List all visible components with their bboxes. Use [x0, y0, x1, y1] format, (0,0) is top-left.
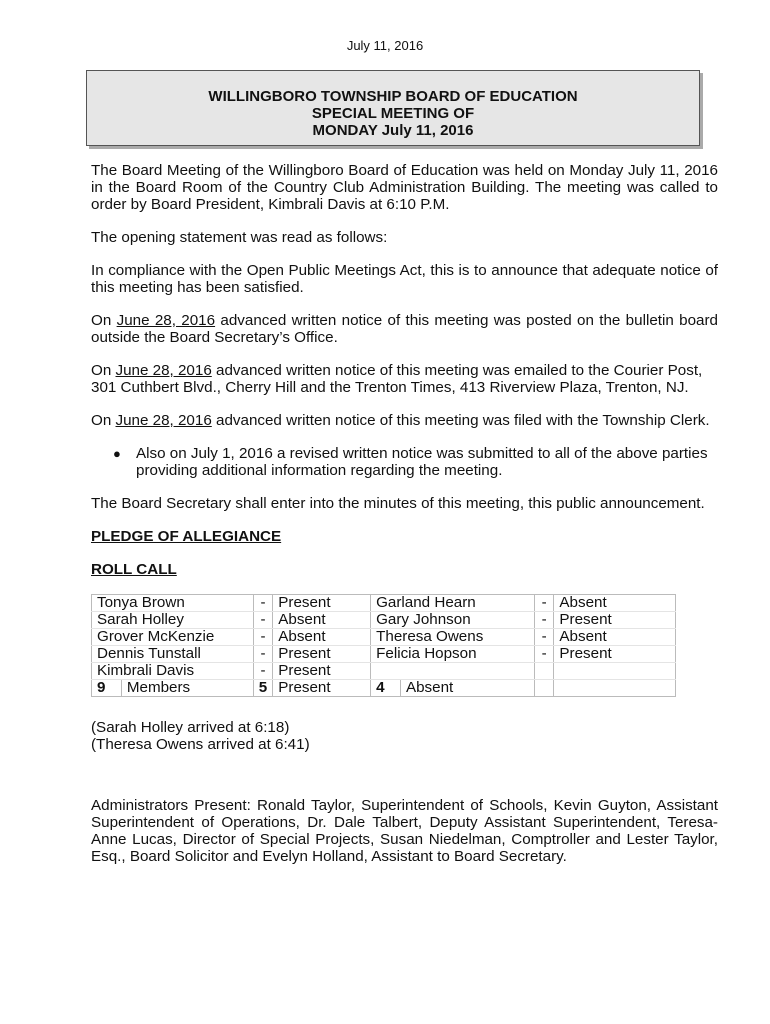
notice-on: On [91, 312, 112, 329]
notice-filed-text: advanced written notice of this meeting was filed with the Township Clerk. [216, 412, 710, 429]
administrators-paragraph: Administrators Present: Ronald Taylor, Superintendent of Schools, Kevin Guyton, Assistant Superintendent of Operations, Dr. Dale Talbert, Deputy Assistant Superintendent, Teresa-Anne Lucas, Director of Special Projects, Susan Niedelman, Comptroller and Lester Taylor, Esq., Board Solicitor and Evelyn Holland, Assistant to Board Secretary. [91, 797, 718, 865]
title-line-2: SPECIAL MEETING OF [311, 105, 475, 122]
present-count: 5 [253, 680, 273, 697]
member-name: Dennis Tunstall [92, 646, 254, 663]
secretary-paragraph: The Board Secretary shall enter into the minutes of this meeting, this public announcement. [91, 495, 705, 512]
empty-cell [554, 680, 676, 697]
separator-dash: - [534, 612, 554, 629]
member-status: Absent [273, 612, 371, 629]
notice-date: June 28, 2016 [115, 362, 212, 379]
member-status: Absent [273, 629, 371, 646]
document-body [91, 162, 718, 881]
member-name: Kimbrali Davis [92, 663, 254, 680]
roll-call-row [92, 646, 676, 663]
notice-emailed-text: advanced written notice of this meeting was emailed to the Courier Post, 301 Cuthbert Blvd., Cherry Hill and the Trenton Times, 413 Riverview Plaza, Trenton, NJ. [91, 362, 703, 396]
notice-date: June 28, 2016 [116, 312, 216, 329]
member-name: Tonya Brown [92, 595, 254, 612]
separator-dash: - [253, 629, 273, 646]
present-label: Present [273, 680, 371, 697]
bullet-item [91, 445, 718, 479]
bullet-icon: ● [113, 446, 121, 461]
separator-dash: - [534, 595, 554, 612]
roll-call-row [92, 612, 676, 629]
roll-call-row [92, 595, 676, 612]
notice-posted-paragraph [91, 312, 718, 346]
notice-emailed-paragraph [91, 362, 718, 396]
member-name: Sarah Holley [92, 612, 254, 629]
member-name: Grover McKenzie [92, 629, 254, 646]
roll-call-row [92, 629, 676, 646]
title-line-3: MONDAY July 11, 2016 [312, 122, 474, 139]
title-line-1: WILLINGBORO TOWNSHIP BOARD OF EDUCATION [208, 88, 578, 105]
absent-count: 4 [371, 680, 401, 697]
members-count: 9 [92, 680, 122, 697]
roll-call-table [91, 594, 676, 697]
absent-label: Absent [400, 680, 534, 697]
bullet-text: Also on July 1, 2016 a revised written notice was submitted to all of the above parties providing additional information regarding the meeting. [136, 445, 708, 479]
notice-filed-paragraph [91, 412, 718, 429]
member-status: Present [273, 663, 371, 680]
roll-call-totals-row [92, 680, 676, 697]
page-header-date: July 11, 2016 [346, 38, 424, 53]
notice-date: June 28, 2016 [115, 412, 212, 429]
member-status: Absent [554, 629, 676, 646]
opening-statement: The opening statement was read as follows: [91, 229, 388, 246]
bullet-list [91, 445, 718, 479]
notice-on: On [91, 362, 112, 379]
separator-dash: - [253, 595, 273, 612]
arrivals-notes [91, 719, 718, 753]
separator-dash [534, 663, 554, 680]
member-status: Absent [554, 595, 676, 612]
member-status: Present [554, 612, 676, 629]
separator-dash: - [253, 663, 273, 680]
compliance-paragraph: In compliance with the Open Public Meetings Act, this is to announce that adequate notice of this meeting has been satisfied. [91, 262, 718, 296]
empty-cell [534, 680, 554, 697]
member-name: Theresa Owens [371, 629, 535, 646]
member-status: Present [554, 646, 676, 663]
members-label: Members [121, 680, 253, 697]
intro-paragraph: The Board Meeting of the Willingboro Board of Education was held on Monday July 11, 2016 in the Board Room of the Country Club Administration Building. The meeting was called to order by Board President, Kimbrali Davis at 6:10 P.M. [91, 162, 718, 213]
roll-call-heading: ROLL CALL [91, 561, 177, 578]
separator-dash: - [253, 612, 273, 629]
member-name [371, 663, 535, 680]
notice-on: On [91, 412, 112, 429]
separator-dash: - [534, 629, 554, 646]
separator-dash: - [253, 646, 273, 663]
roll-call-row [92, 663, 676, 680]
member-status [554, 663, 676, 680]
separator-dash: - [534, 646, 554, 663]
title-box [86, 70, 700, 146]
member-name: Garland Hearn [371, 595, 535, 612]
notice-posted-text: advanced written notice of this meeting was posted on the bulletin board outside the Board Secretary’s Office. [91, 312, 718, 346]
arrival-note: (Theresa Owens arrived at 6:41) [91, 736, 310, 753]
member-status: Present [273, 646, 371, 663]
member-name: Felicia Hopson [371, 646, 535, 663]
member-status: Present [273, 595, 371, 612]
member-name: Gary Johnson [371, 612, 535, 629]
arrival-note: (Sarah Holley arrived at 6:18) [91, 719, 290, 736]
pledge-heading: PLEDGE OF ALLEGIANCE [91, 528, 282, 545]
